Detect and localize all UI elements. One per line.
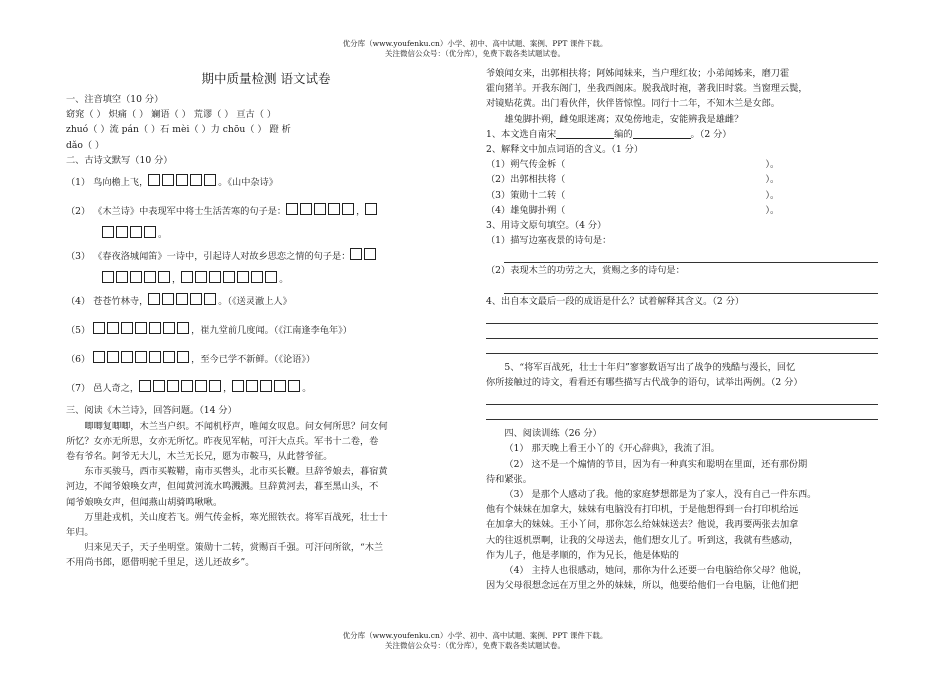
answer-line[interactable]	[486, 390, 878, 405]
question-4: 4、出自本文最后一段的成语是什么？试着解释其含义。（2 分）	[486, 295, 745, 307]
section-2-heading: 二、古诗文默写（10 分）	[66, 154, 173, 166]
poem-recall-3-cont: ， 。	[66, 271, 466, 287]
section-4-heading: 四、阅读训练（26 分）	[504, 428, 602, 440]
answer-boxes[interactable]	[102, 274, 172, 285]
poem-recall-2-cont: 。	[66, 226, 466, 242]
section-3-heading: 三、阅读《木兰诗》，回答问题。（14 分）	[66, 405, 237, 417]
answer-boxes[interactable]	[102, 229, 158, 240]
poem-line: 万里赴戎机，关山度若飞。朔气传金柝，寒光照铁衣。将军百战死，壮士十	[84, 511, 388, 523]
answer-line[interactable]	[486, 405, 878, 420]
footer-line-2: 关注微信公众号：（优分库），免费下载各类试题试卷。	[385, 641, 565, 650]
header-line-1: 优分库（www.youfenku.cn）小学、初中、高中试题、案例、PPT 课件下载。	[342, 39, 608, 48]
reading-line: 在加拿大的妹妹。王小丫问，那你怎么给妹妹送去？他说，我再要两张去加拿	[486, 519, 799, 531]
page-header	[0, 39, 950, 59]
answer-boxes[interactable]	[365, 206, 379, 217]
answer-blank[interactable]	[633, 128, 691, 139]
answer-boxes[interactable]	[93, 354, 191, 365]
poem-line: 归来见天子，天子坐明堂。策勋十二转，赏赐百千强。可汗问所欲，“木兰	[84, 542, 384, 554]
poem-line: 爷娘闻女来，出郭相扶将；阿姊闻妹来，当户理红妆；小弟闻姊来，磨刀霍	[486, 68, 790, 79]
poem-recall-6: （6） ，至今已学不新鲜。（《论语》）	[66, 345, 466, 374]
question-2-item: （4）雄兔脚扑朔（ ）。	[486, 204, 780, 216]
poem-line: 对镜贴花黄。出门看伙伴，伙伴皆惊惶。同行十二年，不知木兰是女郎。	[486, 98, 780, 110]
poem-recall-1: （1） 鸟向檐上飞， 。《山中杂诗》	[66, 168, 466, 197]
answer-boxes[interactable]	[93, 325, 191, 336]
left-column	[66, 64, 466, 571]
page-footer	[0, 631, 950, 651]
question-3: 3、用诗文原句填空。（4 分）	[486, 220, 607, 232]
question-2-item: （2）出郭相扶将（ ）。	[486, 174, 780, 186]
header-line-2: 关注微信公众号：（优分库），免费下载各类试题试卷。	[385, 49, 565, 58]
reading-line: （2） 这不是一个煽情的节目，因为有一种真实和聪明在里面，还有那份期	[504, 458, 808, 470]
reading-line: 因为父母很想念远在万里之外的妹妹，所以，他要给他们一台电脑，让他们把	[486, 580, 799, 592]
section-1-heading: 一、注音填空（10 分）	[66, 94, 164, 105]
answer-line[interactable]	[486, 309, 878, 324]
reading-line: （4） 主持人也很感动，她问，那你为什么还要一台电脑给你父母？他说，	[504, 565, 808, 577]
answer-boxes[interactable]	[139, 383, 223, 394]
poem-line: 河边，不闻爷娘唤女声，但闻黄河流水鸣溅溅。旦辞黄河去，暮至黑山头，不	[66, 481, 379, 493]
reading-line: 待和紧张。	[486, 473, 532, 485]
answer-boxes[interactable]	[350, 251, 378, 262]
reading-line: 他有个妹妹在加拿大，妹妹有电脑没有打印机，于是他想得到一台打印机给远	[486, 504, 799, 516]
answer-blank[interactable]	[556, 128, 614, 139]
poem-line: 卷有爷名。阿爷无大儿，木兰无长兄，愿为市鞍马，从此替爷征。	[66, 451, 333, 463]
question-5: 5、“将军百战死，壮士十年归”寥寥数语写出了战争的残酷与漫长，回忆	[504, 361, 796, 373]
question-2-item: （1）朔气传金柝（ ）。	[486, 159, 780, 171]
poem-line: 闻爷娘唤女声，但闻燕山胡骑鸣啾啾。	[66, 496, 223, 508]
pinyin-line-3: dǎo（ ）	[66, 139, 105, 151]
answer-line[interactable]	[504, 248, 878, 263]
pinyin-line-1: 窈窕（ ） 炽痛（ ） 斓语（ ） 荒谬（ ） 亘古（ ）	[66, 109, 277, 121]
poem-recall-5: （5） ，崔九堂前几度闻。（《江南逢李龟年》）	[66, 316, 466, 345]
answer-line[interactable]	[504, 279, 878, 294]
poem-recall-3: （3） 《春夜洛城闻笛》一诗中，引起诗人对故乡思恋之情的句子是：	[66, 242, 466, 271]
question-2-item: （3）策勋十二转（ ）。	[486, 189, 780, 201]
answer-boxes[interactable]	[148, 296, 218, 307]
answer-boxes[interactable]	[286, 206, 356, 217]
answer-line[interactable]	[486, 339, 878, 354]
answer-boxes[interactable]	[148, 177, 218, 188]
right-column	[486, 66, 886, 593]
question-3-2: （2）表现木兰的功劳之大，赏赐之多的诗句是：	[486, 265, 685, 277]
poem-recall-2: （2） 《木兰诗》中表现军中将士生活苦寒的句子是： ，	[66, 197, 466, 226]
poem-line: 唧唧复唧唧，木兰当户织。不闻机杼声，唯闻女叹息。问女何所思？问女何	[84, 420, 388, 432]
poem-line: 雄兔脚扑朔，雌兔眼迷离；双兔傍地走，安能辨我是雄雌？	[504, 113, 744, 125]
reading-line: （3） 是那个人感动了我。他的家庭梦想都是为了家人，没有自己一件东西。	[504, 489, 817, 501]
poem-recall-7: （7） 邑人奇之， ， 。	[66, 374, 466, 403]
poem-line: 不用尚书郎，愿借明驼千里足，送儿还故乡”。	[66, 557, 255, 569]
question-1: 1、本文选自南宋 编的 。（2 分）	[486, 128, 732, 140]
reading-line: 大的往返机票啊，让我的父母送去，他们想女儿了。听到这，我就有些感动，	[486, 534, 799, 546]
pinyin-line-2: zhuó（ ）流 pán（ ）石 mèi（ ）力 chōu（ ） 蹬 析	[66, 124, 291, 136]
poem-line: 霍向猪羊。开我东阁门，坐我西阁床。脱我战时袍，著我旧时裳。当窗理云鬓，	[486, 83, 808, 95]
exam-title: 期中质量检测 语文试卷	[201, 71, 331, 86]
question-3-1: （1）描写边塞夜景的诗句是：	[486, 235, 612, 247]
poem-recall-4: （4） 苍苍竹林寺， 。（《送灵澈上人》	[66, 287, 466, 316]
reading-line: 作为儿子，他是孝顺的，作为兄长，他是体贴的	[486, 549, 679, 561]
reading-line: （1） 那天晚上看王小丫的《开心辞典》，我流了泪。	[504, 443, 720, 455]
question-2: 2、解释文中加点词语的含义。（1 分）	[486, 144, 644, 156]
answer-boxes[interactable]	[181, 274, 279, 285]
poem-line: 东市买骏马，西市买鞍鞯，南市买辔头，北市买长鞭。旦辞爷娘去，暮宿黄	[84, 466, 388, 478]
poem-line: 所忆？女亦无所思，女亦无所忆。昨夜见军帖，可汗大点兵。军书十二卷，卷	[66, 435, 379, 447]
answer-line[interactable]	[486, 324, 878, 339]
question-5-cont: 你所接触过的诗文，看看还有哪些描写古代战争的语句，试举出两例。（2 分）	[486, 377, 803, 389]
answer-boxes[interactable]	[232, 383, 302, 394]
poem-line: 年归。	[66, 527, 94, 539]
footer-line-1: 优分库（www.youfenku.cn）小学、初中、高中试题、案例、PPT 课件下载。	[342, 631, 608, 640]
